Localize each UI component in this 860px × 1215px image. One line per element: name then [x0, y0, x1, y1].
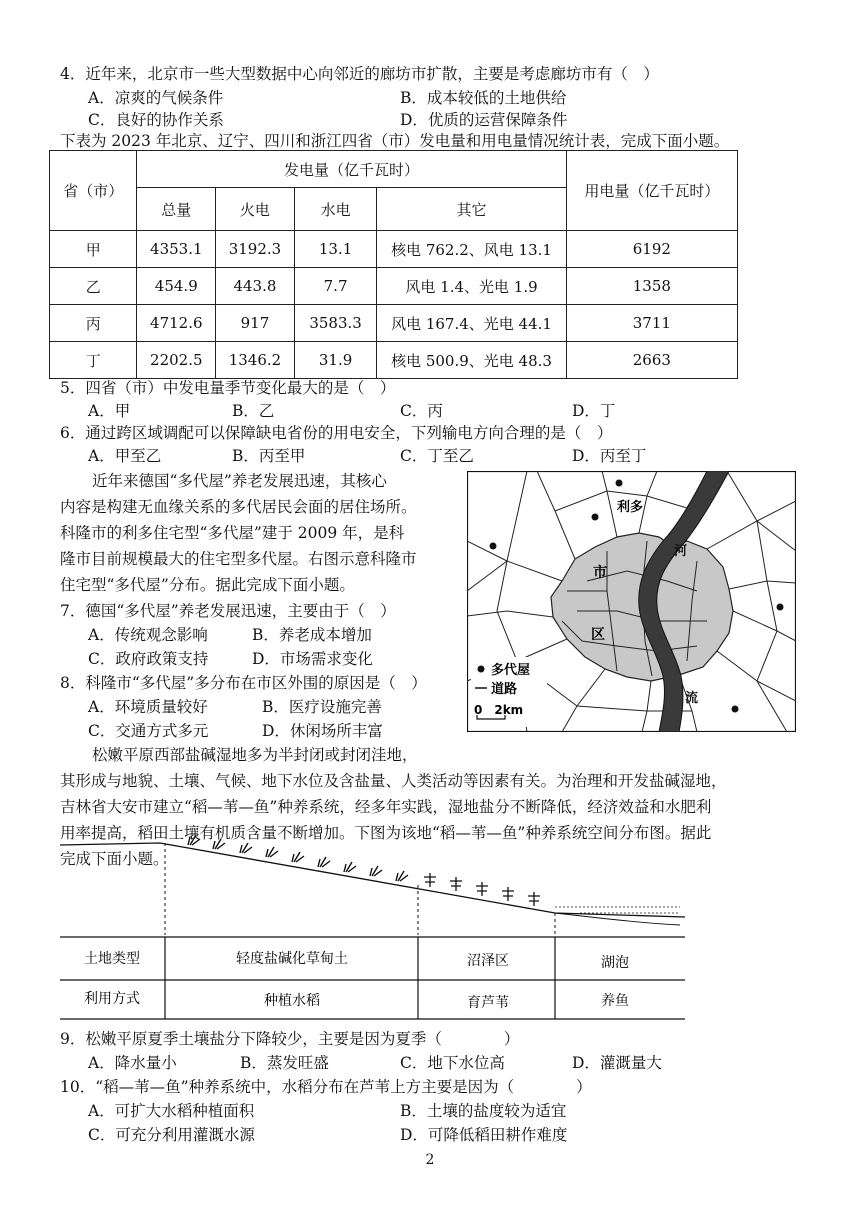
table-row [50, 342, 738, 379]
q9-option-c: C．地下水位高 [400, 1054, 505, 1072]
profile-use-3: 养鱼 [601, 993, 629, 1009]
cell-use: 2663 [566, 342, 737, 379]
songnen-para-line4: 用率提高，稻田土壤有机质含量不断增加。下图为该地“稻—苇—鱼”种养系统空间分布图。据此 [60, 824, 712, 842]
cell-total: 454.9 [137, 268, 216, 305]
q10-option-a: A．可扩大水稻种植面积 [88, 1102, 255, 1120]
q9-option-a: A．降水量小 [88, 1054, 177, 1072]
table-row [50, 305, 738, 342]
q9-stem: 9．松嫩平原夏季土壤盐分下降较少，主要是因为夏季（ ） [60, 1030, 520, 1048]
q8-stem: 8．科隆市“多代屋”多分布在市区外围的原因是（ ） [60, 674, 427, 692]
koln-para-line2: 内容是构建无血缘关系的多代居民会面的居住场所。 [60, 498, 417, 516]
power-table [49, 150, 738, 379]
reed-plant-icons [424, 873, 540, 906]
q9-option-b: B．蒸发旺盛 [240, 1054, 329, 1072]
header-fire: 火电 [216, 188, 295, 231]
q5-option-c: C．丙 [400, 402, 443, 420]
cell-use: 1358 [566, 268, 737, 305]
q10-option-b: B．土壤的盐度较为适宜 [400, 1102, 567, 1120]
q7-option-b: B．养老成本增加 [252, 626, 372, 644]
map-label-city2: 区 [591, 627, 605, 643]
q4-option-a: A．凉爽的气候条件 [88, 89, 224, 107]
q4-stem: 4．近年来，北京市一些大型数据中心向邻近的廊坊市扩散，主要是考虑廊坊市有（ ） [60, 65, 659, 83]
profile-use-way-label: 利用方式 [84, 991, 140, 1007]
cell-province: 丁 [50, 342, 137, 379]
koln-para-line4: 隆市目前规模最大的住宅型多代屋。右图示意科隆市 [60, 550, 417, 568]
q6-option-a: A．甲至乙 [88, 447, 162, 465]
table-row [50, 268, 738, 305]
profile-use-1: 种植水稻 [264, 993, 320, 1009]
q8-option-a: A．环境质量较好 [88, 698, 208, 716]
q7-option-c: C．政府政策支持 [88, 650, 209, 668]
q5-option-b: B．乙 [232, 402, 275, 420]
koln-para-line1: 近年来德国“多代屋”养老发展迅速，其核心 [92, 472, 387, 490]
header-consumption: 用电量（亿千瓦时） [566, 151, 737, 231]
q5-option-d: D．丁 [572, 402, 616, 420]
q4-option-d: D．优质的运营保障条件 [400, 111, 568, 129]
profile-land-type-3: 湖泡 [601, 955, 629, 971]
header-other: 其它 [377, 188, 566, 231]
cell-fire: 917 [216, 305, 295, 342]
rice-reed-fish-profile [60, 835, 685, 1025]
koln-map [467, 471, 796, 732]
koln-para-line3: 科隆市的利多住宅型“多代屋”建于 2009 年，是科 [60, 524, 405, 542]
cell-other: 核电 500.9、光电 48.3 [377, 342, 566, 379]
cell-fire: 3192.3 [216, 231, 295, 268]
cell-use: 3711 [566, 305, 737, 342]
q6-stem: 6．通过跨区域调配可以保障缺电省份的用电安全，下列输电方向合理的是（ ） [60, 424, 613, 442]
q7-option-d: D．市场需求变化 [252, 650, 373, 668]
profile-land-type-label: 土地类型 [84, 951, 140, 967]
header-generation: 发电量（亿千瓦时） [137, 151, 566, 188]
koln-para-line5: 住宅型“多代屋”分布。据此完成下面小题。 [60, 576, 355, 594]
q10-option-c: C．可充分利用灌溉水源 [88, 1126, 255, 1144]
legend-road-label: 道路 [491, 682, 518, 697]
q4-option-b: B．成本较低的土地供给 [400, 89, 567, 107]
cell-fire: 1346.2 [216, 342, 295, 379]
rice-plant-icons [188, 835, 408, 881]
songnen-para-line1: 松嫩平原西部盐碱湿地多为半封闭或封闭洼地， [92, 746, 418, 764]
cell-fire: 443.8 [216, 268, 295, 305]
scale-label: 0 2km [474, 703, 524, 717]
cell-province: 甲 [50, 231, 137, 268]
q6-option-d: D．丙至丁 [572, 447, 647, 465]
map-label-river2: 流 [685, 691, 699, 706]
cell-province: 丙 [50, 305, 137, 342]
q7-option-a: A．传统观念影响 [88, 626, 208, 644]
header-total: 总量 [137, 188, 216, 231]
songnen-para-line3: 吉林省大安市建立“稻—苇—鱼”种养系统，经多年实践，湿地盐分不断降低，经济效益和水肥利 [60, 798, 712, 816]
profile-use-2: 育芦苇 [467, 995, 509, 1011]
table-intro: 下表为 2023 年北京、辽宁、四川和浙江四省（市）发电量和用电量情况统计表，完成下面小题。 [60, 132, 730, 150]
q10-option-d: D．可降低稻田耕作难度 [400, 1126, 568, 1144]
q8-option-b: B．医疗设施完善 [262, 698, 382, 716]
page-number: 2 [425, 1152, 435, 1168]
songnen-para-line5: 完成下面小题。 [60, 850, 169, 868]
q10-stem: 10．“稻—苇—鱼”种养系统中，水稻分布在芦苇上方主要是因为（ ） [60, 1078, 592, 1096]
cell-total: 4353.1 [137, 231, 216, 268]
profile-land-type-2: 沼泽区 [467, 953, 509, 969]
legend-house-label: 多代屋 [491, 663, 531, 678]
cell-other: 风电 1.4、光电 1.9 [377, 268, 566, 305]
cell-hydro: 13.1 [294, 231, 377, 268]
q6-option-c: C．丁至乙 [400, 447, 474, 465]
cell-hydro: 7.7 [294, 268, 377, 305]
cell-other: 核电 762.2、风电 13.1 [377, 231, 566, 268]
q5-option-a: A．甲 [88, 402, 131, 420]
cell-other: 风电 167.4、光电 44.1 [377, 305, 566, 342]
map-label-city1: 市 [593, 565, 607, 581]
q9-option-d: D．灌溉量大 [572, 1054, 662, 1072]
cell-hydro: 31.9 [294, 342, 377, 379]
q5-stem: 5．四省（市）中发电量季节变化最大的是（ ） [60, 379, 396, 397]
header-hydro: 水电 [294, 188, 377, 231]
songnen-para-line2: 其形成与地貌、土壤、气候、地下水位及含盐量、人类活动等因素有关。为治理和开发盐碱湿地， [60, 772, 727, 790]
cell-hydro: 3583.3 [294, 305, 377, 342]
profile-land-type-1: 轻度盐碱化草甸土 [236, 951, 348, 967]
q8-option-d: D．休闲场所丰富 [262, 722, 383, 740]
map-label-river1: 河 [674, 544, 688, 559]
header-province: 省（市） [50, 151, 137, 231]
legend-house-symbol [478, 666, 485, 673]
cell-use: 6192 [566, 231, 737, 268]
cell-total: 4712.6 [137, 305, 216, 342]
q6-option-b: B．丙至甲 [232, 447, 306, 465]
cell-total: 2202.5 [137, 342, 216, 379]
table-row [50, 231, 738, 268]
map-label-lido: 利多 [617, 500, 644, 515]
q8-option-c: C．交通方式多元 [88, 722, 209, 740]
cell-province: 乙 [50, 268, 137, 305]
q4-option-c: C．良好的协作关系 [88, 111, 224, 129]
q7-stem: 7．德国“多代屋”养老发展迅速，主要由于（ ） [60, 602, 396, 620]
